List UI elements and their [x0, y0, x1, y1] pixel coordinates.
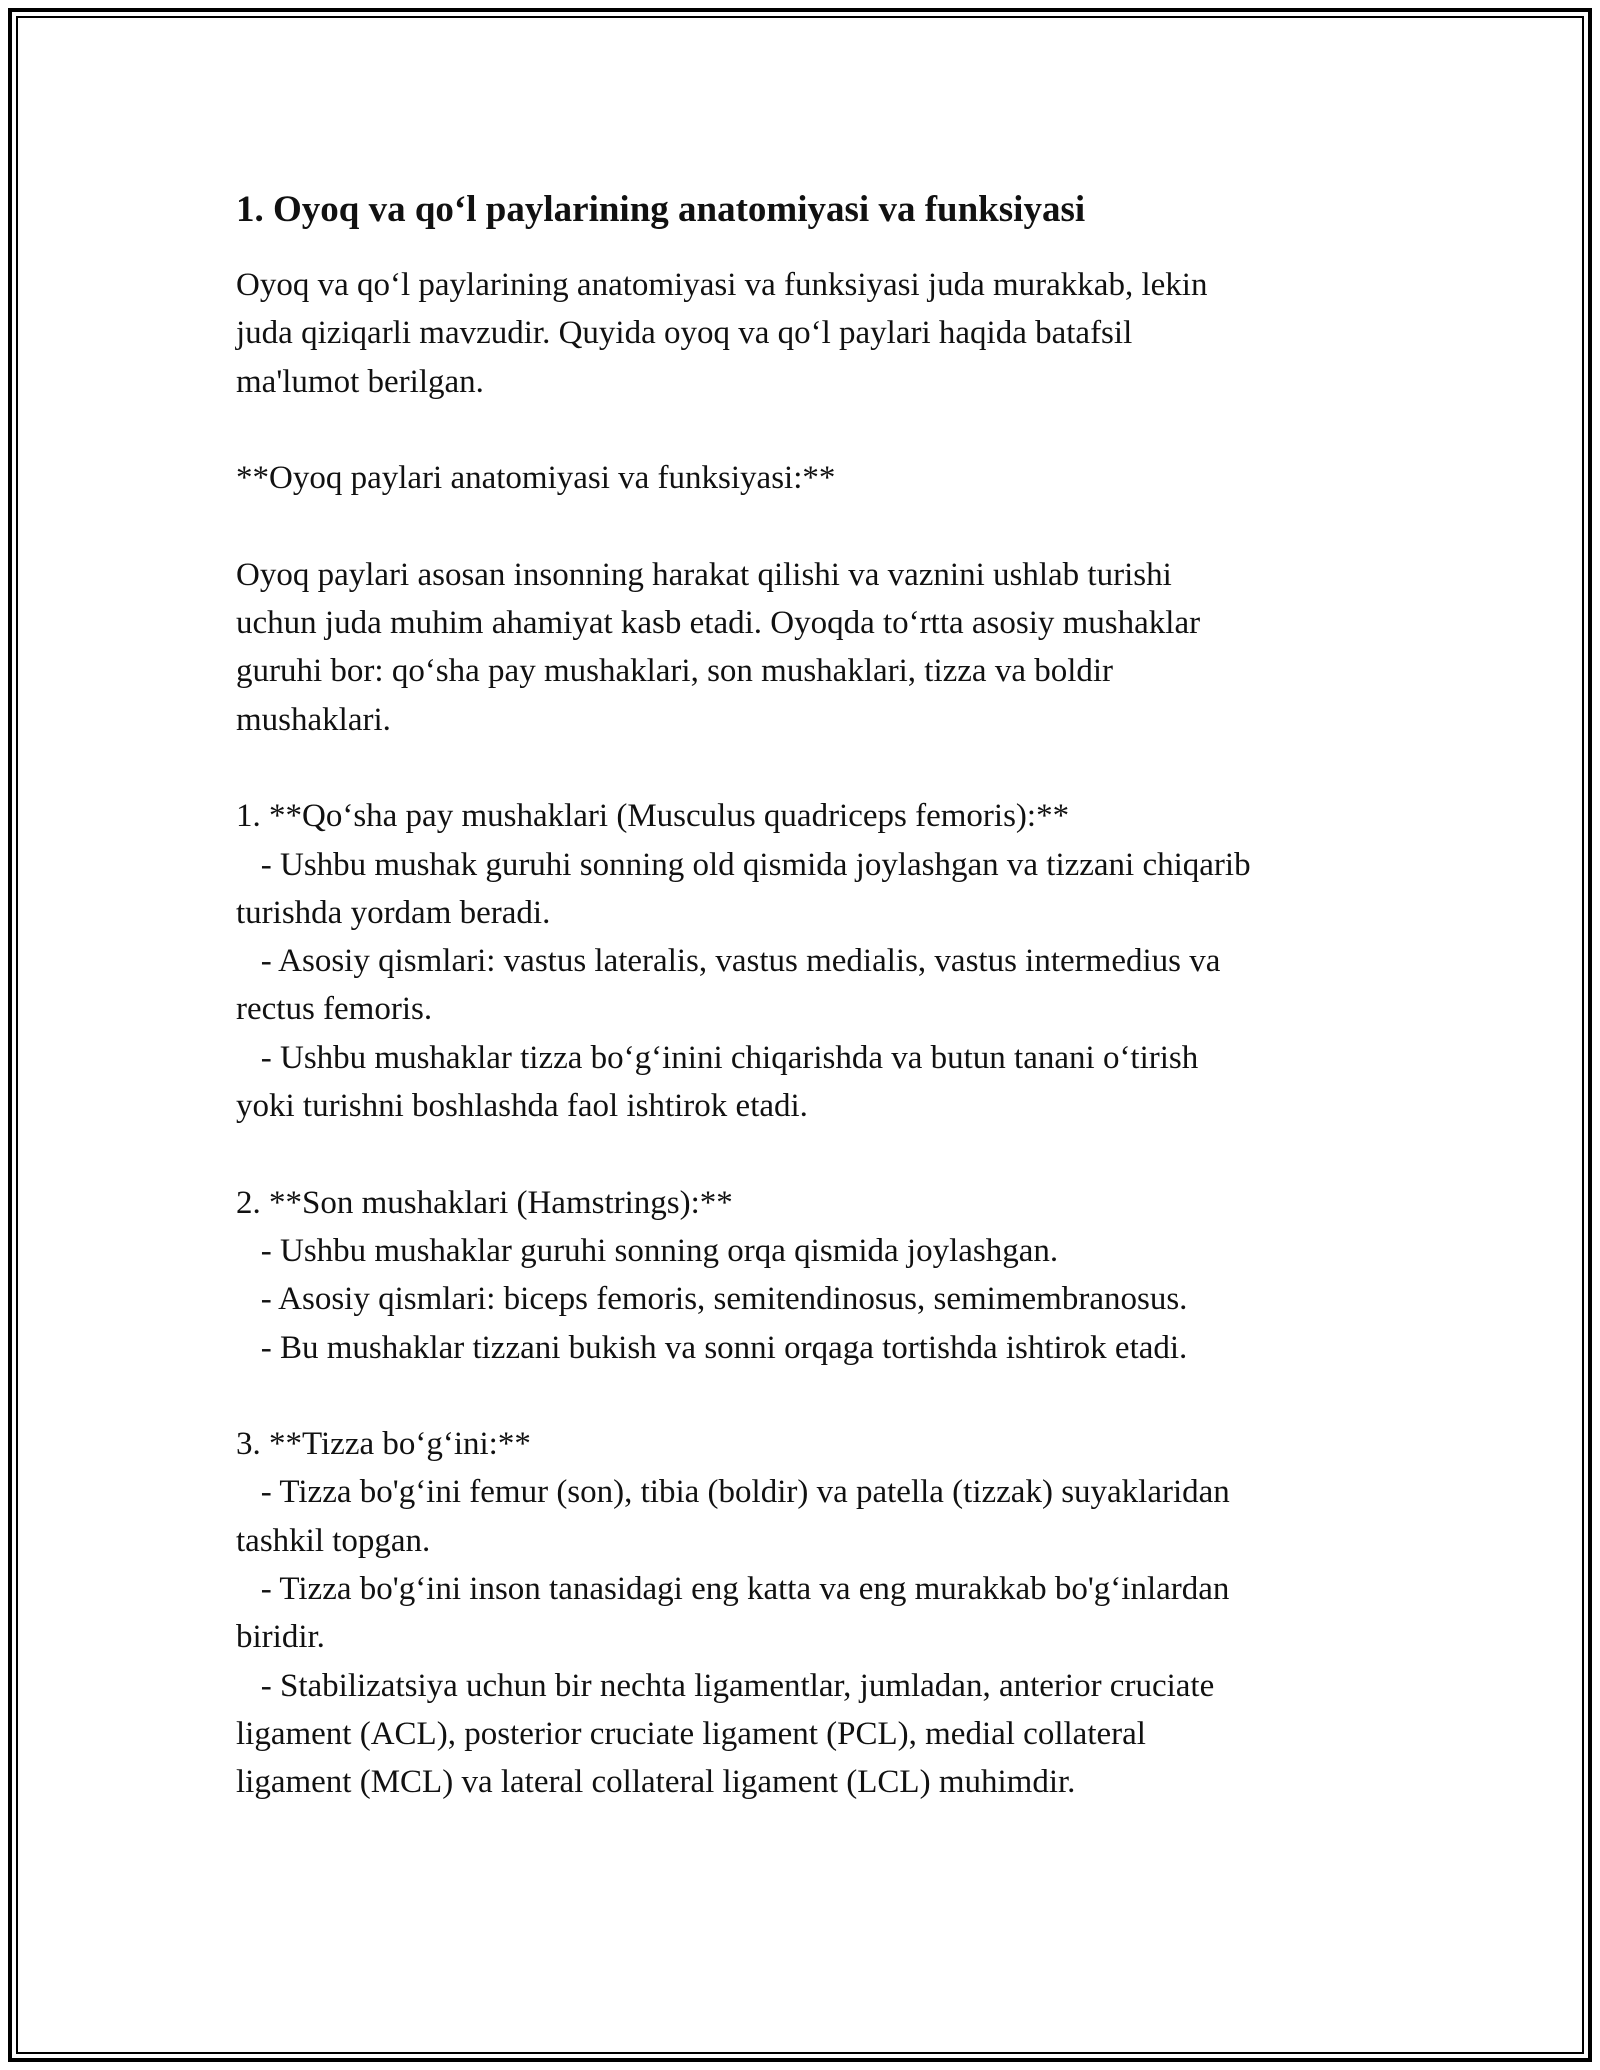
document-title: 1. Oyoq va qo‘l paylarining anatomiyasi va funksiyasi	[236, 189, 1086, 230]
document-content	[236, 186, 1376, 1807]
document-body: Oyoq va qo‘l paylarining anatomiyasi va funksiyasi juda murakkab, lekin juda qiziqarli mavzudir. Quyida oyoq va qo‘l paylari haqida batafsil ma'lumot berilgan. **Oyoq paylari anatomiyasi va funksiyasi:** Oyoq paylari asosan insonning harakat qilishi va vaznini ushlab turishi uchun juda muhim ahamiyat kasb etadi. Oyoqda to‘rtta asosiy mushaklar guruhi bor: qo‘sha pay mushaklari, son mushaklari, tizza va boldir mushaklari. 1. **Qo‘sha pay mushaklari (Musculus quadriceps femoris):** - Ushbu mushak guruhi sonning old qismida joylashgan va tizzani chiqarib turishda yordam beradi. - Asosiy qismlari: vastus lateralis, vastus medialis, vastus intermedius va rectus femoris. - Ushbu mushaklar tizza bo‘g‘inini chiqarishda va butun tanani o‘tirish yoki turishni boshlashda faol ishtirok etadi. 2. **Son mushaklari (Hamstrings):** - Ushbu mushaklar guruhi sonning orqa qismida joylashgan. - Asosiy qismlari: biceps femoris, semitendinosus, semimembranosus. - Bu mushaklar tizzani bukish va sonni orqaga tortishda ishtirok etadi. 3. **Tizza bo‘g‘ini:** - Tizza bo'g‘ini femur (son), tibia (boldir) va patella (tizzak) suyaklaridan tashkil topgan. - Tizza bo'g‘ini inson tanasidagi eng katta va eng murakkab bo'g‘inlardan biridir. - Stabilizatsiya uchun bir nechta ligamentlar, jumladan, anterior cruciate ligament (ACL), posterior cruciate ligament (PCL), medial collateral ligament (MCL) va lateral collateral ligament (LCL) muhimdir.	[236, 267, 1251, 1801]
